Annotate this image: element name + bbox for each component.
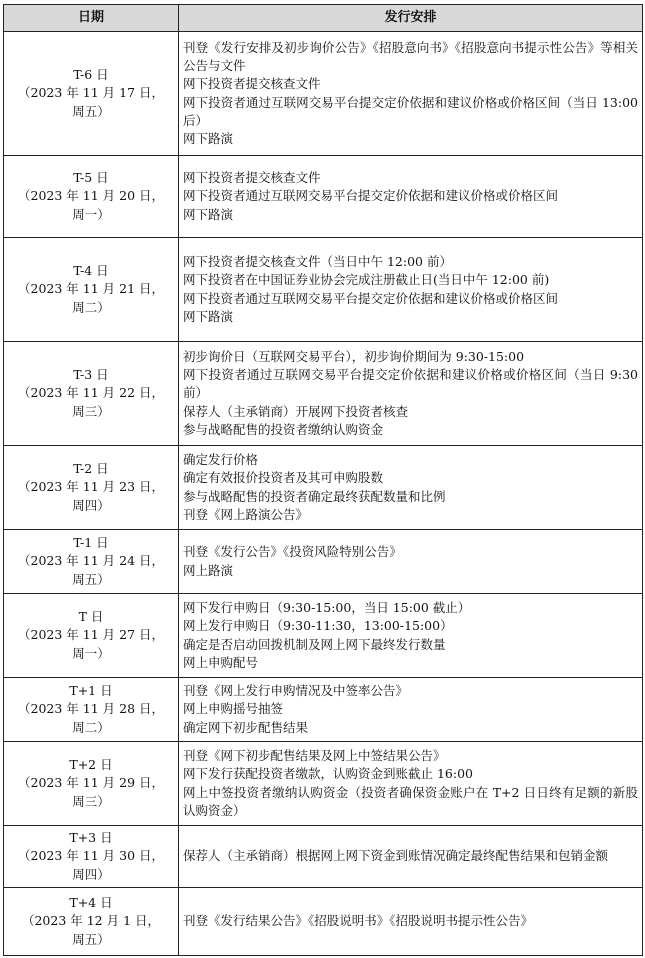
weekday-label: 周二） [72,719,110,735]
arrangement-item: 网下路演 [183,308,234,324]
arrangement-item: 确定发行价格 [183,451,259,467]
arrangement-item: 网下路演 [183,206,234,222]
weekday-label: 周四） [72,497,110,513]
arrangement-item: 参与战略配售的投资者确定最终获配数量和比例 [183,488,446,504]
arrangement-cell [179,826,643,888]
arrangement-item: 网上路演 [183,562,234,578]
weekday-label: 周一） [72,206,110,222]
arrangement-cell [179,32,643,156]
arrangement-item: 网下投资者在中国证券业协会完成注册截止日(当日中午 12:00 前) [183,272,550,288]
weekday-label: 周三） [72,403,110,419]
date-cell [4,678,179,742]
arrangement-item: 网下投资者提交核查文件 [183,170,321,186]
table-row [4,342,643,446]
arrangement-cell [179,446,643,530]
arrangement-item: 网上申购摇号抽签 [183,701,284,717]
date-cell [4,530,179,594]
arrangement-item: 网下路演 [183,131,234,147]
arrangement-item: 刊登《网上路演公告》 [183,506,309,522]
table-row [4,678,643,742]
arrangement-cell [179,678,643,742]
table-row [4,742,643,826]
weekday-label: 周五） [72,931,110,947]
arrangement-item: 确定网下初步配售结果 [183,719,309,735]
arrangement-item: 保荐人（主承销商）开展网下投资者核查 [183,403,409,419]
date-cell [4,342,179,446]
trading-day-label: T-2 日 [73,461,109,477]
date-cell [4,594,179,678]
arrangement-item: 确定是否启动回拨机制及网上网下最终发行数量 [183,636,446,652]
arrangement-item: 网上中签投资者缴纳认购资金（投资者确保资金账户在 T+2 日日终有足额的新股认购资金） [183,784,638,818]
arrangement-item: 刊登《发行公告》《投资风险特别公告》 [183,544,402,560]
arrangement-item: 网下发行申购日（9:30-15:00，当日 15:00 截止） [183,599,471,615]
table-row [4,530,643,594]
table-row [4,32,643,156]
trading-day-label: T-6 日 [73,67,109,83]
arrangement-item: 保荐人（主承销商）根据网上网下资金到账情况确定最终配售结果和包销金额 [183,848,609,864]
table-row [4,826,643,888]
table-row [4,446,643,530]
trading-day-label: T-5 日 [73,170,109,186]
header-arrangement: 发行安排 [179,5,643,32]
weekday-label: 周一） [72,645,110,661]
table-row [4,156,643,238]
date-cell [4,32,179,156]
calendar-date: （2023 年 11 月 29 日， [18,775,164,791]
arrangement-item: 刊登《网上发行申购情况及中签率公告》 [183,683,409,699]
arrangement-item: 确定有效报价投资者及其可申购股数 [183,470,384,486]
table-row [4,594,643,678]
arrangement-item: 网上申购配号 [183,654,259,670]
arrangement-cell [179,156,643,238]
calendar-date: （2023 年 12 月 1 日， [21,913,161,929]
date-cell [4,238,179,342]
table-row [4,888,643,956]
weekday-label: 周二） [72,299,110,315]
arrangement-item: 参与战略配售的投资者缴纳认购资金 [183,421,384,437]
trading-day-label: T-4 日 [73,263,109,279]
weekday-label: 周三） [72,793,110,809]
calendar-date: （2023 年 11 月 30 日， [18,848,164,864]
arrangement-item: 刊登《网下初步配售结果及网上中签结果公告》 [183,747,446,763]
calendar-date: （2023 年 11 月 22 日， [18,385,164,401]
arrangement-cell [179,238,643,342]
arrangement-item: 初步询价日（互联网交易平台），初步询价期间为 9:30-15:00 [183,348,525,364]
arrangement-item: 网下投资者通过互联网交易平台提交定价依据和建议价格或价格区间 [183,188,559,204]
trading-day-label: T-3 日 [73,367,109,383]
arrangement-item: 网下投资者通过互联网交易平台提交定价依据和建议价格或价格区间（当日 13:00 后） [183,94,638,128]
calendar-date: （2023 年 11 月 27 日， [18,627,164,643]
date-cell [4,156,179,238]
date-cell [4,446,179,530]
header-date: 日期 [4,5,179,32]
arrangement-cell [179,342,643,446]
calendar-date: （2023 年 11 月 21 日， [18,281,164,297]
calendar-date: （2023 年 11 月 23 日， [18,479,164,495]
arrangement-cell [179,888,643,956]
arrangement-cell [179,594,643,678]
calendar-date: （2023 年 11 月 20 日， [18,188,164,204]
calendar-date: （2023 年 11 月 28 日， [18,701,164,717]
arrangement-cell [179,530,643,594]
weekday-label: 周五） [72,103,110,119]
date-cell [4,888,179,956]
arrangement-item: 网下发行获配投资者缴款，认购资金到账截止 16:00 [183,766,473,782]
arrangement-item: 网下投资者提交核查文件（当日中午 12:00 前） [183,253,452,269]
issuance-schedule-table [3,4,643,956]
calendar-date: （2023 年 11 月 24 日， [18,553,164,569]
arrangement-item: 刊登《发行安排及初步询价公告》《招股意向书》《招股意向书提示性公告》等相关公告与文件 [183,39,638,73]
arrangement-item: 网下投资者通过互联网交易平台提交定价依据和建议价格或价格区间 [183,290,559,306]
arrangement-item: 网上发行申购日（9:30-11:30，13:00-15:00） [183,618,453,634]
calendar-date: （2023 年 11 月 17 日， [18,85,164,101]
weekday-label: 周四） [72,866,110,882]
arrangement-item: 网下投资者提交核查文件 [183,76,321,92]
trading-day-label: T+4 日 [69,895,113,911]
table-row [4,238,643,342]
trading-day-label: T 日 [78,609,104,625]
trading-day-label: T+3 日 [69,830,113,846]
table-header-row [4,5,643,32]
weekday-label: 周五） [72,571,110,587]
date-cell [4,826,179,888]
arrangement-cell [179,742,643,826]
date-cell [4,742,179,826]
arrangement-item: 刊登《发行结果公告》《招股说明书》《招股说明书提示性公告》 [183,913,534,929]
trading-day-label: T+2 日 [69,757,113,773]
trading-day-label: T-1 日 [73,535,109,551]
trading-day-label: T+1 日 [69,683,113,699]
arrangement-item: 网下投资者通过互联网交易平台提交定价依据和建议价格或价格区间（当日 9:30 前） [183,367,638,401]
